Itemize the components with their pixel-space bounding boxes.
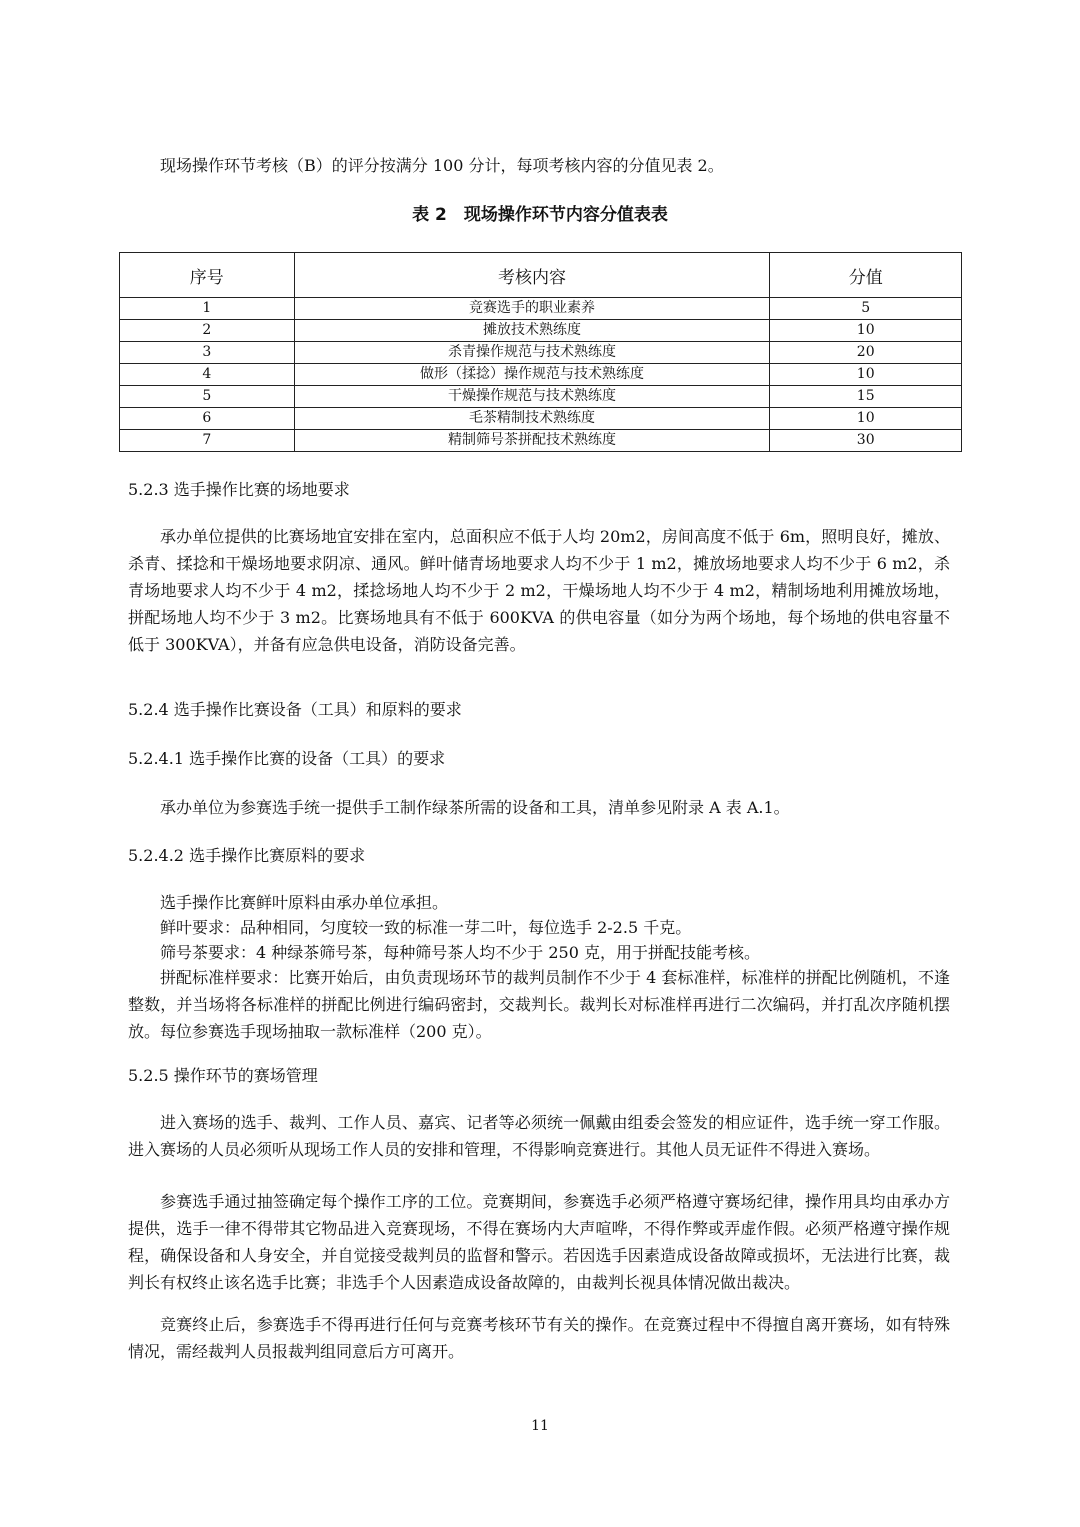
table-cell: 4: [120, 364, 295, 386]
table-cell: 干燥操作规范与技术熟练度: [294, 386, 770, 408]
table-row: [120, 342, 962, 364]
table-cell: 15: [770, 386, 962, 408]
section-5-2-5-paragraph-3: 竞赛终止后，参赛选手不得再进行任何与竞赛考核环节有关的操作。在竞赛过程中不得擅自离开赛场，如有特殊情况，需经裁判人员报裁判组同意后方可离开。: [128, 1315, 950, 1361]
intro-paragraph: 现场操作环节考核（B）的评分按满分 100 分计，每项考核内容的分值见表 2。: [160, 156, 724, 175]
table-cell: 7: [120, 430, 295, 452]
table-cell: 6: [120, 408, 295, 430]
section-5-2-4-1-paragraph: 承办单位为参赛选手统一提供手工制作绿茶所需的设备和工具，清单参见附录 A 表 A.1。: [160, 798, 790, 817]
table-cell: 毛茶精制技术熟练度: [294, 408, 770, 430]
header-cell-score: 分值: [770, 253, 962, 298]
section-heading-5-2-4: 5.2.4 选手操作比赛设备（工具）和原料的要求: [128, 700, 462, 719]
table-cell: 10: [770, 320, 962, 342]
section-5-2-4-2-paragraph-2: 鲜叶要求：品种相同，匀度较一致的标准一芽二叶，每位选手 2-2.5 千克。: [160, 918, 692, 937]
table-cell: 做形（揉捻）操作规范与技术熟练度: [294, 364, 770, 386]
section-heading-5-2-4-1: 5.2.4.1 选手操作比赛的设备（工具）的要求: [128, 749, 446, 768]
table-cell: 3: [120, 342, 295, 364]
table-row: [120, 320, 962, 342]
table-row: [120, 298, 962, 320]
section-5-2-5-paragraph-2: 参赛选手通过抽签确定每个操作工序的工位。竞赛期间，参赛选手必须严格遵守赛场纪律，操作用具均由承办方提供，选手一律不得带其它物品进入竞赛现场，不得在赛场内大声喧哗，不得作弊或弄虚作假。必须严格遵守操作规程，确保设备和人身安全，并自觉接受裁判员的监督和警示。若因选手因素造成设备故障或损坏，无法进行比赛，裁判长有权终止该名选手比赛；非选手个人因素造成设备故障的，由裁判长视具体情况做出裁决。: [128, 1192, 950, 1292]
section-5-2-4-2-paragraph-4: 拼配标准样要求：比赛开始后，由负责现场环节的裁判员制作不少于 4 套标准样，标准样的拼配比例随机，不逢整数，并当场将各标准样的拼配比例进行编码密封，交裁判长。裁判长对标准样再进行二次编码，并打乱次序随机摆放。每位参赛选手现场抽取一款标准样（200 克）。: [128, 968, 950, 1041]
section-heading-5-2-3: 5.2.3 选手操作比赛的场地要求: [128, 480, 350, 499]
table-cell: 杀青操作规范与技术熟练度: [294, 342, 770, 364]
score-table: [119, 252, 962, 452]
table-cell: 20: [770, 342, 962, 364]
section-5-2-4-2-paragraph-1: 选手操作比赛鲜叶原料由承办单位承担。: [160, 893, 449, 912]
table-cell: 30: [770, 430, 962, 452]
table-header-row: [120, 253, 962, 298]
table-cell: 10: [770, 408, 962, 430]
page-number: 11: [531, 1418, 549, 1434]
section-heading-5-2-5: 5.2.5 操作环节的赛场管理: [128, 1066, 318, 1085]
table-cell: 竞赛选手的职业素养: [294, 298, 770, 320]
table-cell: 精制筛号茶拼配技术熟练度: [294, 430, 770, 452]
header-cell-no: 序号: [120, 253, 295, 298]
table-row: [120, 364, 962, 386]
table-cell: 5: [120, 386, 295, 408]
table-caption: 表 2 现场操作环节内容分值表表: [412, 205, 668, 225]
table-cell: 2: [120, 320, 295, 342]
table-row: [120, 430, 962, 452]
table-cell: 1: [120, 298, 295, 320]
table-cell: 摊放技术熟练度: [294, 320, 770, 342]
section-5-2-5-paragraph-1: 进入赛场的选手、裁判、工作人员、嘉宾、记者等必须统一佩戴由组委会签发的相应证件，选手统一穿工作服。进入赛场的人员必须听从现场工作人员的安排和管理，不得影响竞赛进行。其他人员无证件不得进入赛场。: [128, 1113, 950, 1159]
table-row: [120, 386, 962, 408]
section-5-2-4-2-paragraph-3: 筛号茶要求：4 种绿茶筛号茶，每种筛号茶人均不少于 250 克，用于拼配技能考核。: [160, 943, 760, 962]
table-cell: 5: [770, 298, 962, 320]
header-cell-content: 考核内容: [294, 253, 770, 298]
table-cell: 10: [770, 364, 962, 386]
section-5-2-3-paragraph: 承办单位提供的比赛场地宜安排在室内，总面积应不低于人均 20m2，房间高度不低于 6m，照明良好，摊放、杀青、揉捻和干燥场地要求阴凉、通风。鲜叶储青场地要求人均不少于 1 m2，摊放场地要求人均不少于 6 m2，杀青场地要求人均不少于 4 m2，揉捻场地人均不少于 2 m2，干燥场地人均不少于 4 m2，精制场地利用摊放场地，拼配场地人均不少于 3 m2。比赛场地具有不低于 600KVA 的供电容量（如分为两个场地，每个场地的供电容量不低于 300KVA），并备有应急供电设备，消防设备完善。: [128, 527, 950, 654]
section-heading-5-2-4-2: 5.2.4.2 选手操作比赛原料的要求: [128, 846, 366, 865]
table-row: [120, 408, 962, 430]
